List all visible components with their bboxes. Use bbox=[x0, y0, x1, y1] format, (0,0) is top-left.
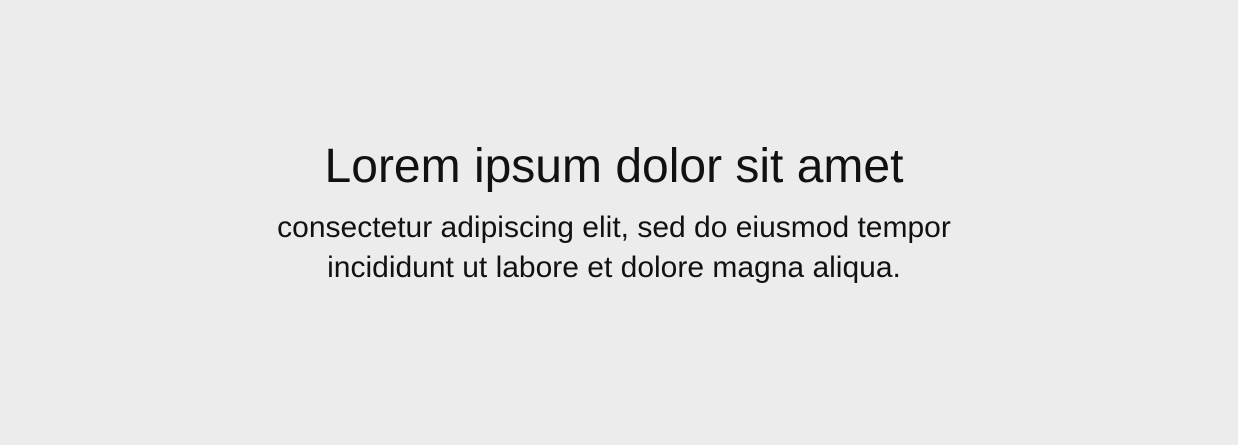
document-heading: Lorem ipsum dolor sit amet bbox=[324, 140, 904, 193]
body-text-line-1: consectetur adipiscing elit, sed do eiusmod tempor bbox=[277, 211, 951, 244]
document-body-text bbox=[0, 208, 1228, 288]
body-text-line-2: incididunt ut labore et dolore magna aliqua. bbox=[327, 251, 901, 284]
